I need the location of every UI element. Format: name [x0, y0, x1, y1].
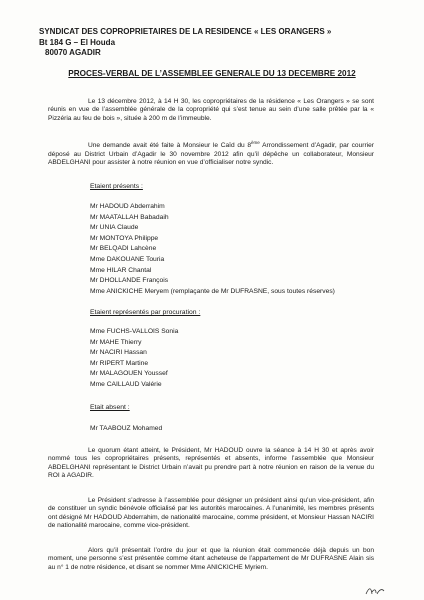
- proxy-name: Mr NACIRI Hassan: [90, 349, 147, 357]
- present-list: [90, 202, 335, 297]
- present-name: Mme HILAR Chantal: [90, 266, 152, 274]
- paragraph-election: Le Président s’adresse à l’assemblée pour désigner un président ainsi qu’un vice-président, afin de constituer un syndic bénévole officialisé par les autorités marocaines. A l’unanimité, les membres présents ont désigné Mr HADOUD Abderrahim, de nationalité marocaine, comme président, et Monsieur Hassan NACIRI de nationalité marocaine, comme vice-président.: [48, 497, 374, 530]
- present-name: Mme ANICKICHE Meryem (remplaçante de Mr DUFRASNE, sous toutes réserves): [90, 287, 335, 295]
- letterhead-org: SYNDICAT DES COPROPRIETAIRES DE LA RESIDENCE « LES ORANGERS »: [39, 27, 332, 36]
- proxy-name: Mr MAHE Thierry: [90, 338, 142, 346]
- proxy-name: Mr RIPERT Martine: [90, 359, 149, 367]
- proxy-name: Mme CAILLAUD Valérie: [90, 380, 162, 388]
- paragraph-order-of-day: Alors qu’il présentait l’ordre du jour et que la réunion était commencée déjà depuis un bon moment, une personne s’est présentée comme étant acheteuse de l’appartement de Mr DUFRASNE Alain sis au n° 1 de notre résidence, et disant se nommer Mme ANICKICHE Myriem.: [48, 547, 374, 571]
- present-name: Mme DAKOUANE Touria: [90, 255, 165, 263]
- present-name: Mr MAATALLAH Babadaih: [90, 213, 169, 221]
- paragraph-request-sup: ème: [251, 140, 260, 145]
- paragraph-intro: Le 13 décembre 2012, à 14 H 30, les copropriétaires de la résidence « Les Orangers » se sont réunis en vue de l’assemblée générale de la copropriété qui s’est tenue au sein d’une salle prêtée par la « Pizzéria au feu de bois », située à 200 m de l’immeuble.: [48, 98, 374, 122]
- present-name: Mr UNIA Claude: [90, 224, 139, 232]
- present-name: Mr BELQADI Lahcène: [90, 245, 157, 253]
- absent-list: [90, 424, 162, 435]
- paragraph-request-text-b: Arrondissement d’Agadir, par courrier déposé au District Urbain d’Agadir le 30 novembre 2012 afin qu’il dépêche un collaborateur, Monsieur ABDELGHANI pour assister à notre réunion en vue d’officialiser notre syndic.: [48, 142, 374, 166]
- absent-name: Mr TAABOUZ Mohamed: [90, 425, 163, 432]
- paragraph-request: [48, 139, 374, 167]
- present-heading: Etaient présents :: [90, 183, 143, 190]
- present-name: Mr MONTOYA Philippe: [90, 234, 159, 242]
- present-name: Mr HADOUD Abderrahim: [90, 203, 165, 210]
- paragraph-request-text-a: Une demande avait été faite à Monsieur le Caïd du 8: [88, 142, 252, 150]
- paragraph-quorum: Le quorum étant atteint, le Président, Mr HADOUD ouvre la séance à 14 H 30 et après avoir nommé tous les copropriétaires présents, représentés et absents, informe l’assemblée que Monsieur ABDELGHANI représentant le District Urbain n’avait pu prendre part à notre réunion en raison de la venue du ROI à AGADIR.: [48, 447, 374, 480]
- document-title: PROCES-VERBAL DE L’ASSEMBLEE GENERALE DU 13 DECEMBRE 2012: [68, 69, 356, 78]
- proxy-heading: Etaient représentés par procuration :: [90, 309, 201, 316]
- letterhead-city: 80070 AGADIR: [45, 48, 101, 57]
- proxy-name: Mr MALAGOUEN Youssef: [90, 370, 168, 378]
- proxy-list: [90, 327, 178, 391]
- letterhead: [39, 27, 331, 59]
- proxy-name: Mme FUCHS-VALLOIS Sonia: [90, 328, 179, 335]
- initials-signature: [364, 585, 386, 597]
- absent-heading: Etait absent :: [90, 404, 130, 411]
- present-name: Mr DHOLLANDE François: [90, 277, 169, 285]
- letterhead-address: Bt 184 G – El Houda: [39, 37, 116, 47]
